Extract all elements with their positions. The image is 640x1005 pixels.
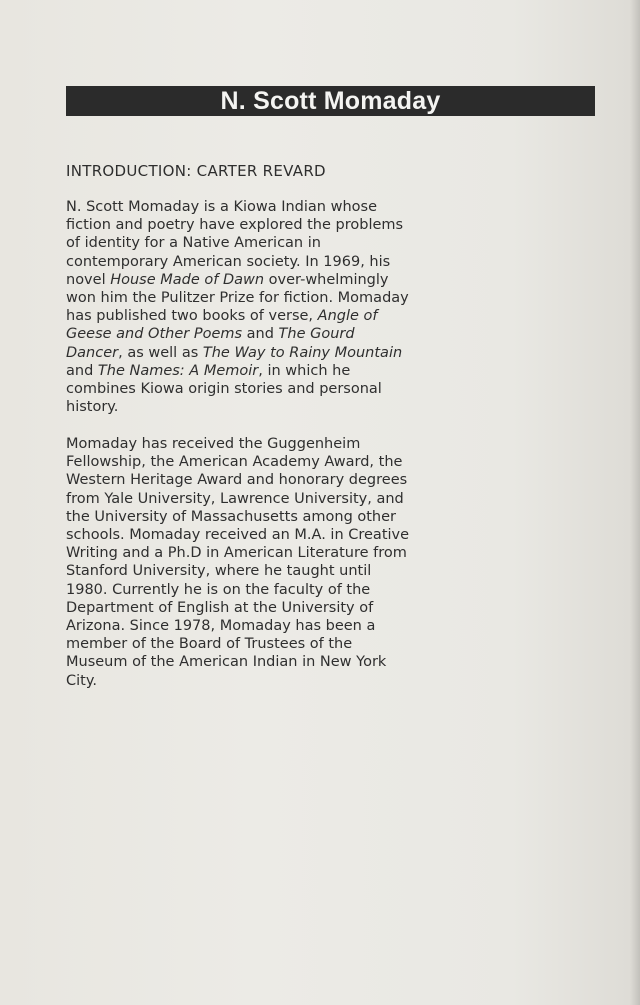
paragraph-2: Momaday has received the Guggenheim Fellowship, the American Academy Award, the Western Heritage Award and honorary degrees from Yale University, Lawrence University, and the University of Massachusetts among other schools. Momaday received an M.A. in Creative Writing and a Ph.D in American Literature from Stanford University, where he taught until 1980. Currently he is on the faculty of the Department of English at the University of Arizona. Since 1978, Momaday has been a member of the Board of Trustees of the Museum of the American Indian in New York City. (66, 436, 410, 689)
book-title-gourd-dancer: The Gourd Dancer (66, 326, 355, 361)
book-title-the-names: The Names: A Memoir (97, 362, 259, 379)
introduction-heading: INTRODUCTION: CARTER REVARD (66, 162, 326, 180)
paragraph-1-text-3: and (242, 326, 279, 343)
book-title-angle-of-geese: Angle of Geese and Other Poems (66, 308, 378, 343)
book-title-house-made-of-dawn: House Made of Dawn (110, 271, 265, 288)
page-edge-shadow (630, 0, 640, 1005)
paragraph-1 (66, 198, 411, 416)
paragraph-1-text-4: , as well as (118, 344, 203, 361)
paragraph-1-text-2: over-whelmingly won him the Pulitzer Prize for fiction. Momaday has published two books of verse, (66, 271, 409, 325)
page-title: N. Scott Momaday (220, 87, 441, 115)
paragraph-1-text-6: , in which he combines Kiowa origin stories and personal history. (66, 362, 382, 416)
book-title-way-to-rainy-mountain: The Way to Rainy Mountain (202, 344, 403, 361)
paragraph-1-text-5: and (66, 362, 98, 379)
paragraph-1-text-1: N. Scott Momaday is a Kiowa Indian whose fiction and poetry have explored the problems of identity for a Native American in contemporary American society. In 1969, his novel (66, 199, 404, 288)
title-banner (66, 86, 595, 116)
